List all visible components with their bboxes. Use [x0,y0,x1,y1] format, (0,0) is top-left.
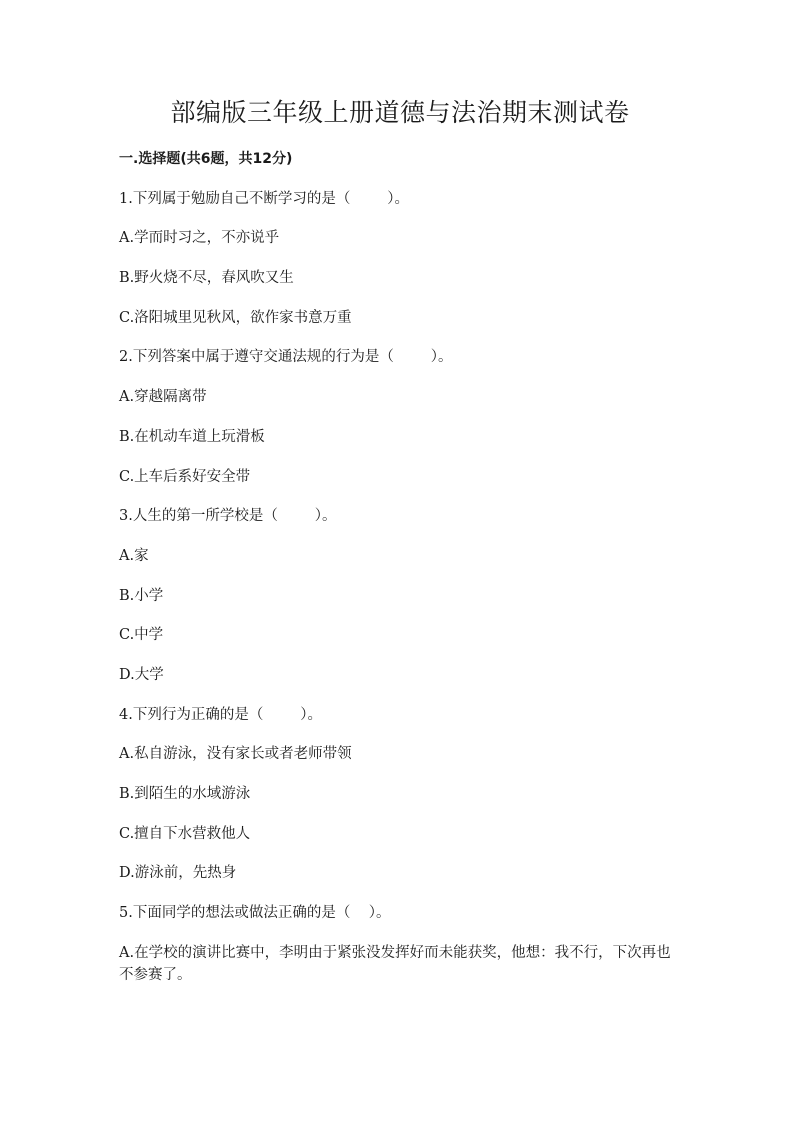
question-4-option-b: B.到陌生的水域游泳 [119,786,251,802]
question-1-option-b: B.野火烧不尽，春风吹又生 [119,270,294,286]
section-heading: 一.选择题(共6题，共12分) [119,151,293,167]
question-4-option-a: A.私自游泳，没有家长或者老师带领 [119,746,352,762]
page-title: 部编版三年级上册道德与法治期末测试卷 [170,98,630,127]
question-2-option-b: B.在机动车道上玩滑板 [119,429,265,445]
question-5-stem: 5.下面同学的想法或做法正确的是（ ）。 [119,905,391,921]
question-2-option-c: C.上车后系好安全带 [119,469,251,485]
question-3-option-a: A.家 [119,548,149,564]
question-5-option-a: A.在学校的演讲比赛中，李明由于紧张没发挥好而未能获奖，他想：我不行，下次再也不参赛了。 [119,945,671,983]
question-2-stem: 2.下列答案中属于遵守交通法规的行为是（ ）。 [119,349,453,365]
question-3-stem: 3.人生的第一所学校是（ ）。 [119,508,337,524]
question-1-option-a: A.学而时习之，不亦说乎 [119,230,280,246]
question-3-option-b: B.小学 [119,588,164,604]
question-4-option-c: C.擅自下水营救他人 [119,826,251,842]
question-4-option-d: D.游泳前，先热身 [119,865,237,881]
question-3-option-d: D.大学 [119,667,164,683]
question-1-option-c: C.洛阳城里见秋风，欲作家书意万重 [119,310,352,326]
question-4-stem: 4.下列行为正确的是（ ）。 [119,707,322,723]
question-1-stem: 1.下列属于勉励自己不断学习的是（ ）。 [119,191,409,207]
question-3-option-c: C.中学 [119,627,164,643]
question-2-option-a: A.穿越隔离带 [119,389,207,405]
